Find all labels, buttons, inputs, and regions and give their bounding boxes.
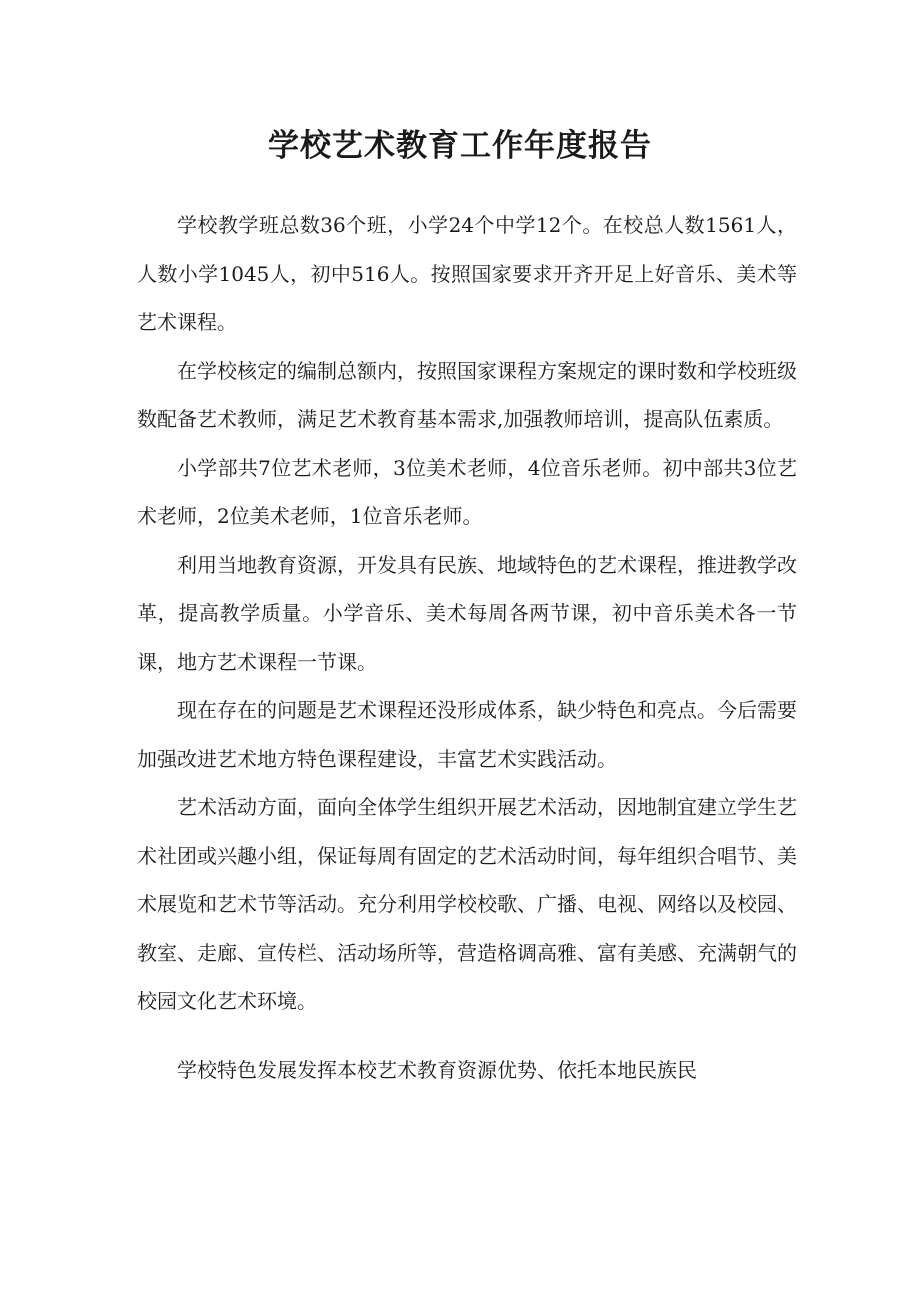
document-body bbox=[137, 201, 797, 1094]
paragraph-curriculum: 利用当地教育资源，开发具有民族、地域特色的艺术课程，推进教学改革，提高教学质量。小学音乐、美术每周各两节课，初中音乐美术各一节课，地方艺术课程一节课。 bbox=[137, 552, 797, 674]
paragraph-problems: 现在存在的问题是艺术课程还没形成体系，缺少特色和亮点。今后需要加强改进艺术地方特色课程建设，丰富艺术实践活动。 bbox=[137, 698, 797, 771]
paragraph-teacher-staffing: 在学校核定的编制总额内，按照国家课程方案规定的课时数和学校班级数配备艺术教师，满足艺术教育基本需求,加强教师培训，提高队伍素质。 bbox=[137, 358, 797, 431]
paragraph-teacher-numbers: 小学部共7位艺术老师，3位美术老师，4位音乐老师。初中部共3位艺术老师，2位美术老师，1位音乐老师。 bbox=[137, 455, 797, 528]
paragraph-class-counts: 学校教学班总数36个班，小学24个中学12个。在校总人数1561人，人数小学1045人，初中516人。按照国家要求开齐开足上好音乐、美术等艺术课程。 bbox=[137, 213, 797, 334]
paragraph-art-activities: 艺术活动方面，面向全体学生组织开展艺术活动，因地制宜建立学生艺术社团或兴趣小组，保证每周有固定的艺术活动时间，每年组织合唱节、美术展览和艺术节等活动。充分利用学校校歌、广播、电视、网络以及校园、教室、走廊、宣传栏、活动场所等，营造格调高雅、富有美感、充满朝气的校园文化艺术环境。 bbox=[137, 795, 797, 1013]
paragraph-school-characteristics: 学校特色发展发挥本校艺术教育资源优势、依托本地民族民 bbox=[177, 1057, 697, 1082]
document-title: 学校艺术教育工作年度报告 bbox=[268, 128, 652, 164]
